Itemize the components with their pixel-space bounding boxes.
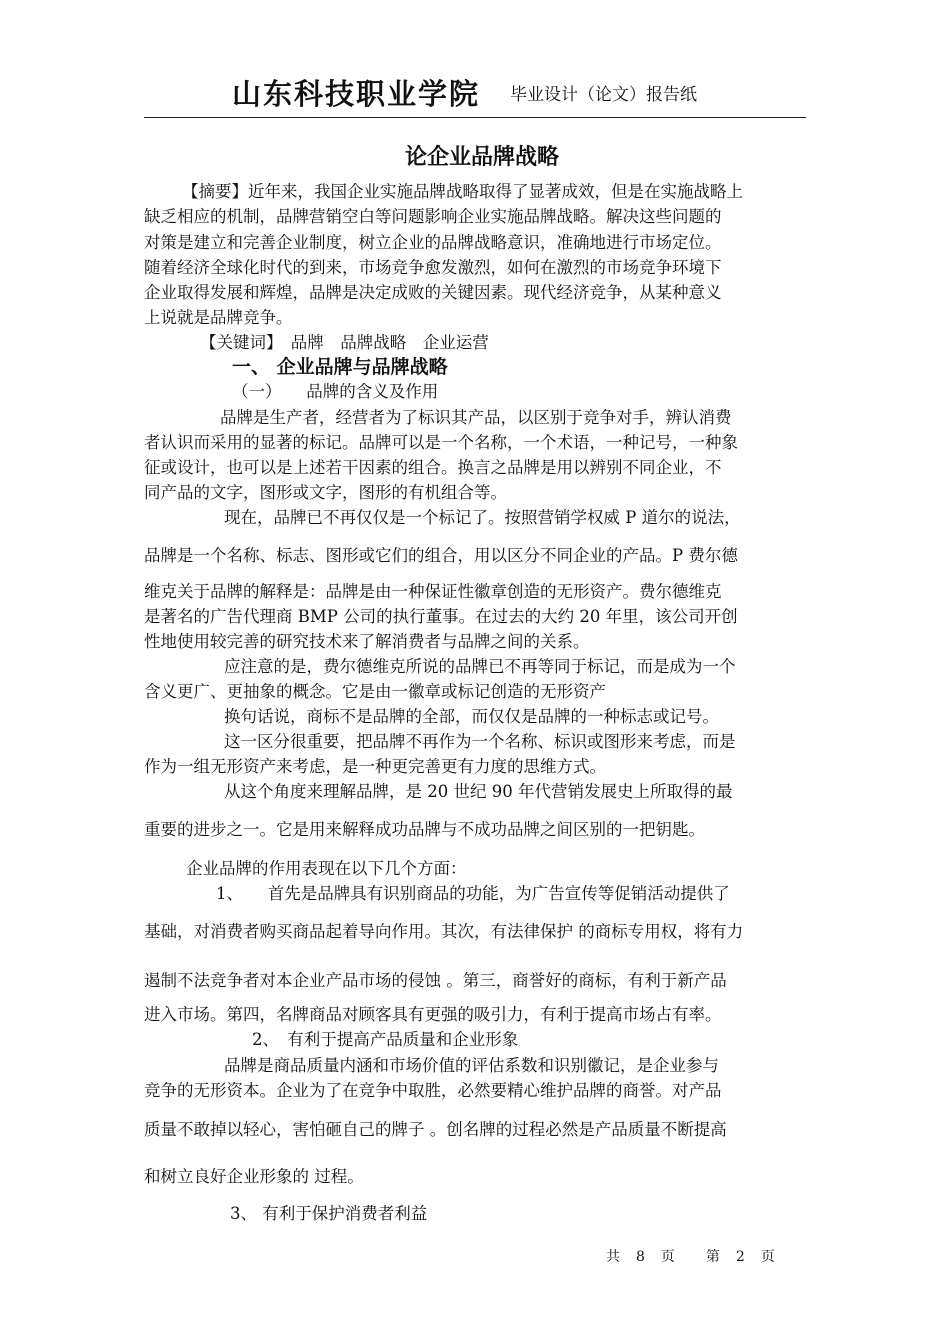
paragraph-line: 者认识而采用的显著的标记。品牌可以是一个名称，一个术语，一种记号，一种象 [144, 433, 738, 452]
paragraph-line: 品牌是一个名称、标志、图形或它们的组合，用以区分不同企业的产品。P 费尔德 [144, 546, 738, 565]
paragraph-line: 是著名的广告代理商 BMP 公司的执行董事。在过去的大约 20 年里，该公司开创 [144, 607, 738, 626]
paragraph-line: 性地使用较完善的研究技术来了解消费者与品牌之间的关系。 [144, 632, 590, 651]
school-name: 山东科技职业学院 [232, 77, 481, 111]
paragraph-line: 这一区分很重要，把品牌不再作为一个名称、标识或图形来考虑，而是 [224, 732, 736, 751]
paragraph-line: 从这个角度来理解品牌，是 20 世纪 90 年代营销发展史上所取得的最 [224, 782, 733, 801]
paragraph-line: 征或设计，也可以是上述若干因素的组合。换言之品牌是用以辨别不同企业，不 [144, 458, 722, 477]
abstract-line: 【摘要】近年来，我国企业实施品牌战略取得了显著成效，但是在实施战略上 [182, 182, 743, 201]
page-footer: 共 8 页 第 2 页 [606, 1249, 776, 1265]
section-heading: 一、 企业品牌与品牌战略 [232, 356, 448, 378]
paragraph-line: 企业品牌的作用表现在以下几个方面： [186, 859, 467, 878]
header-rule [144, 117, 806, 118]
paragraph-line: 质量不敢掉以轻心，害怕砸自己的牌子 。创名牌的过程必然是产品质量不断提高 [144, 1120, 727, 1139]
abstract-line: 对策是建立和完善企业制度，树立企业的品牌战略意识，准确地进行市场定位。 [144, 233, 722, 252]
paragraph-line: 基础，对消费者购买商品起着导向作用。其次，有法律保护 的商标专用权，将有力 [144, 922, 744, 941]
list-item-line: 3、 有利于保护消费者利益 [230, 1204, 428, 1223]
paragraph-line: 竞争的无形资本。企业为了在竞争中取胜，必然要精心维护品牌的商誉。对产品 [144, 1081, 722, 1100]
paragraph-line: 品牌是生产者，经营者为了标识其产品，以区别于竞争对手，辨认消费 [220, 408, 732, 427]
paragraph-line: 和树立良好企业形象的 过程。 [144, 1167, 364, 1186]
abstract-line: 上说就是品牌竞争。 [144, 308, 293, 327]
list-item-line: 1、 首先是品牌具有识别商品的功能，为广告宣传等促销活动提供了 [216, 884, 730, 903]
paragraph-line: 品牌是商品质量内涵和市场价值的评估系数和识别徽记，是企业参与 [224, 1056, 719, 1075]
paper-title: 论企业品牌战略 [405, 145, 560, 170]
list-item-line: 2、 有利于提高产品质量和企业形象 [252, 1030, 519, 1049]
abstract-line: 缺乏相应的机制，品牌营销空白等问题影响企业实施品牌战略。解决这些问题的 [144, 207, 722, 226]
paragraph-line: 现在，品牌已不再仅仅是一个标记了。按照营销学权威 P 道尔的说法， [224, 508, 741, 527]
paragraph-line: 进入市场。第四，名牌商品对顾客具有更强的吸引力，有利于提高市场占有率。 [144, 1005, 722, 1024]
paragraph-line: 维克关于品牌的解释是：品牌是由一种保证性徽章创造的无形资产。费尔德维克 [144, 582, 722, 601]
abstract-line: 随着经济全球化时代的到来，市场竞争愈发激烈，如何在激烈的市场竞争环境下 [144, 258, 722, 277]
paragraph-line: 作为一组无形资产来考虑，是一种更完善更有力度的思维方式。 [144, 757, 606, 776]
subsection-heading: （一） 品牌的含义及作用 [232, 382, 439, 401]
paragraph-line: 应注意的是，费尔德维克所说的品牌已不再等同于标记，而是成为一个 [224, 657, 736, 676]
paragraph-line: 换句话说，商标不是品牌的全部，而仅仅是品牌的一种标志或记号。 [224, 707, 719, 726]
keywords-line: 【关键词】 品牌 品牌战略 企业运营 [200, 333, 489, 352]
paragraph-line: 含义更广、更抽象的概念。它是由一徽章或标记创造的无形资产 [144, 682, 606, 701]
paragraph-line: 重要的进步之一。它是用来解释成功品牌与不成功品牌之间区别的一把钥匙。 [144, 820, 705, 839]
paragraph-line: 遏制不法竞争者对本企业产品市场的侵蚀 。第三，商誉好的商标，有利于新产品 [144, 971, 727, 990]
abstract-line: 企业取得发展和辉煌，品牌是决定成败的关键因素。现代经济竞争，从某种意义 [144, 283, 722, 302]
paragraph-line: 同产品的文字，图形或文字，图形的有机组合等。 [144, 483, 507, 502]
header-subtitle: 毕业设计（论文）报告纸 [510, 85, 697, 105]
